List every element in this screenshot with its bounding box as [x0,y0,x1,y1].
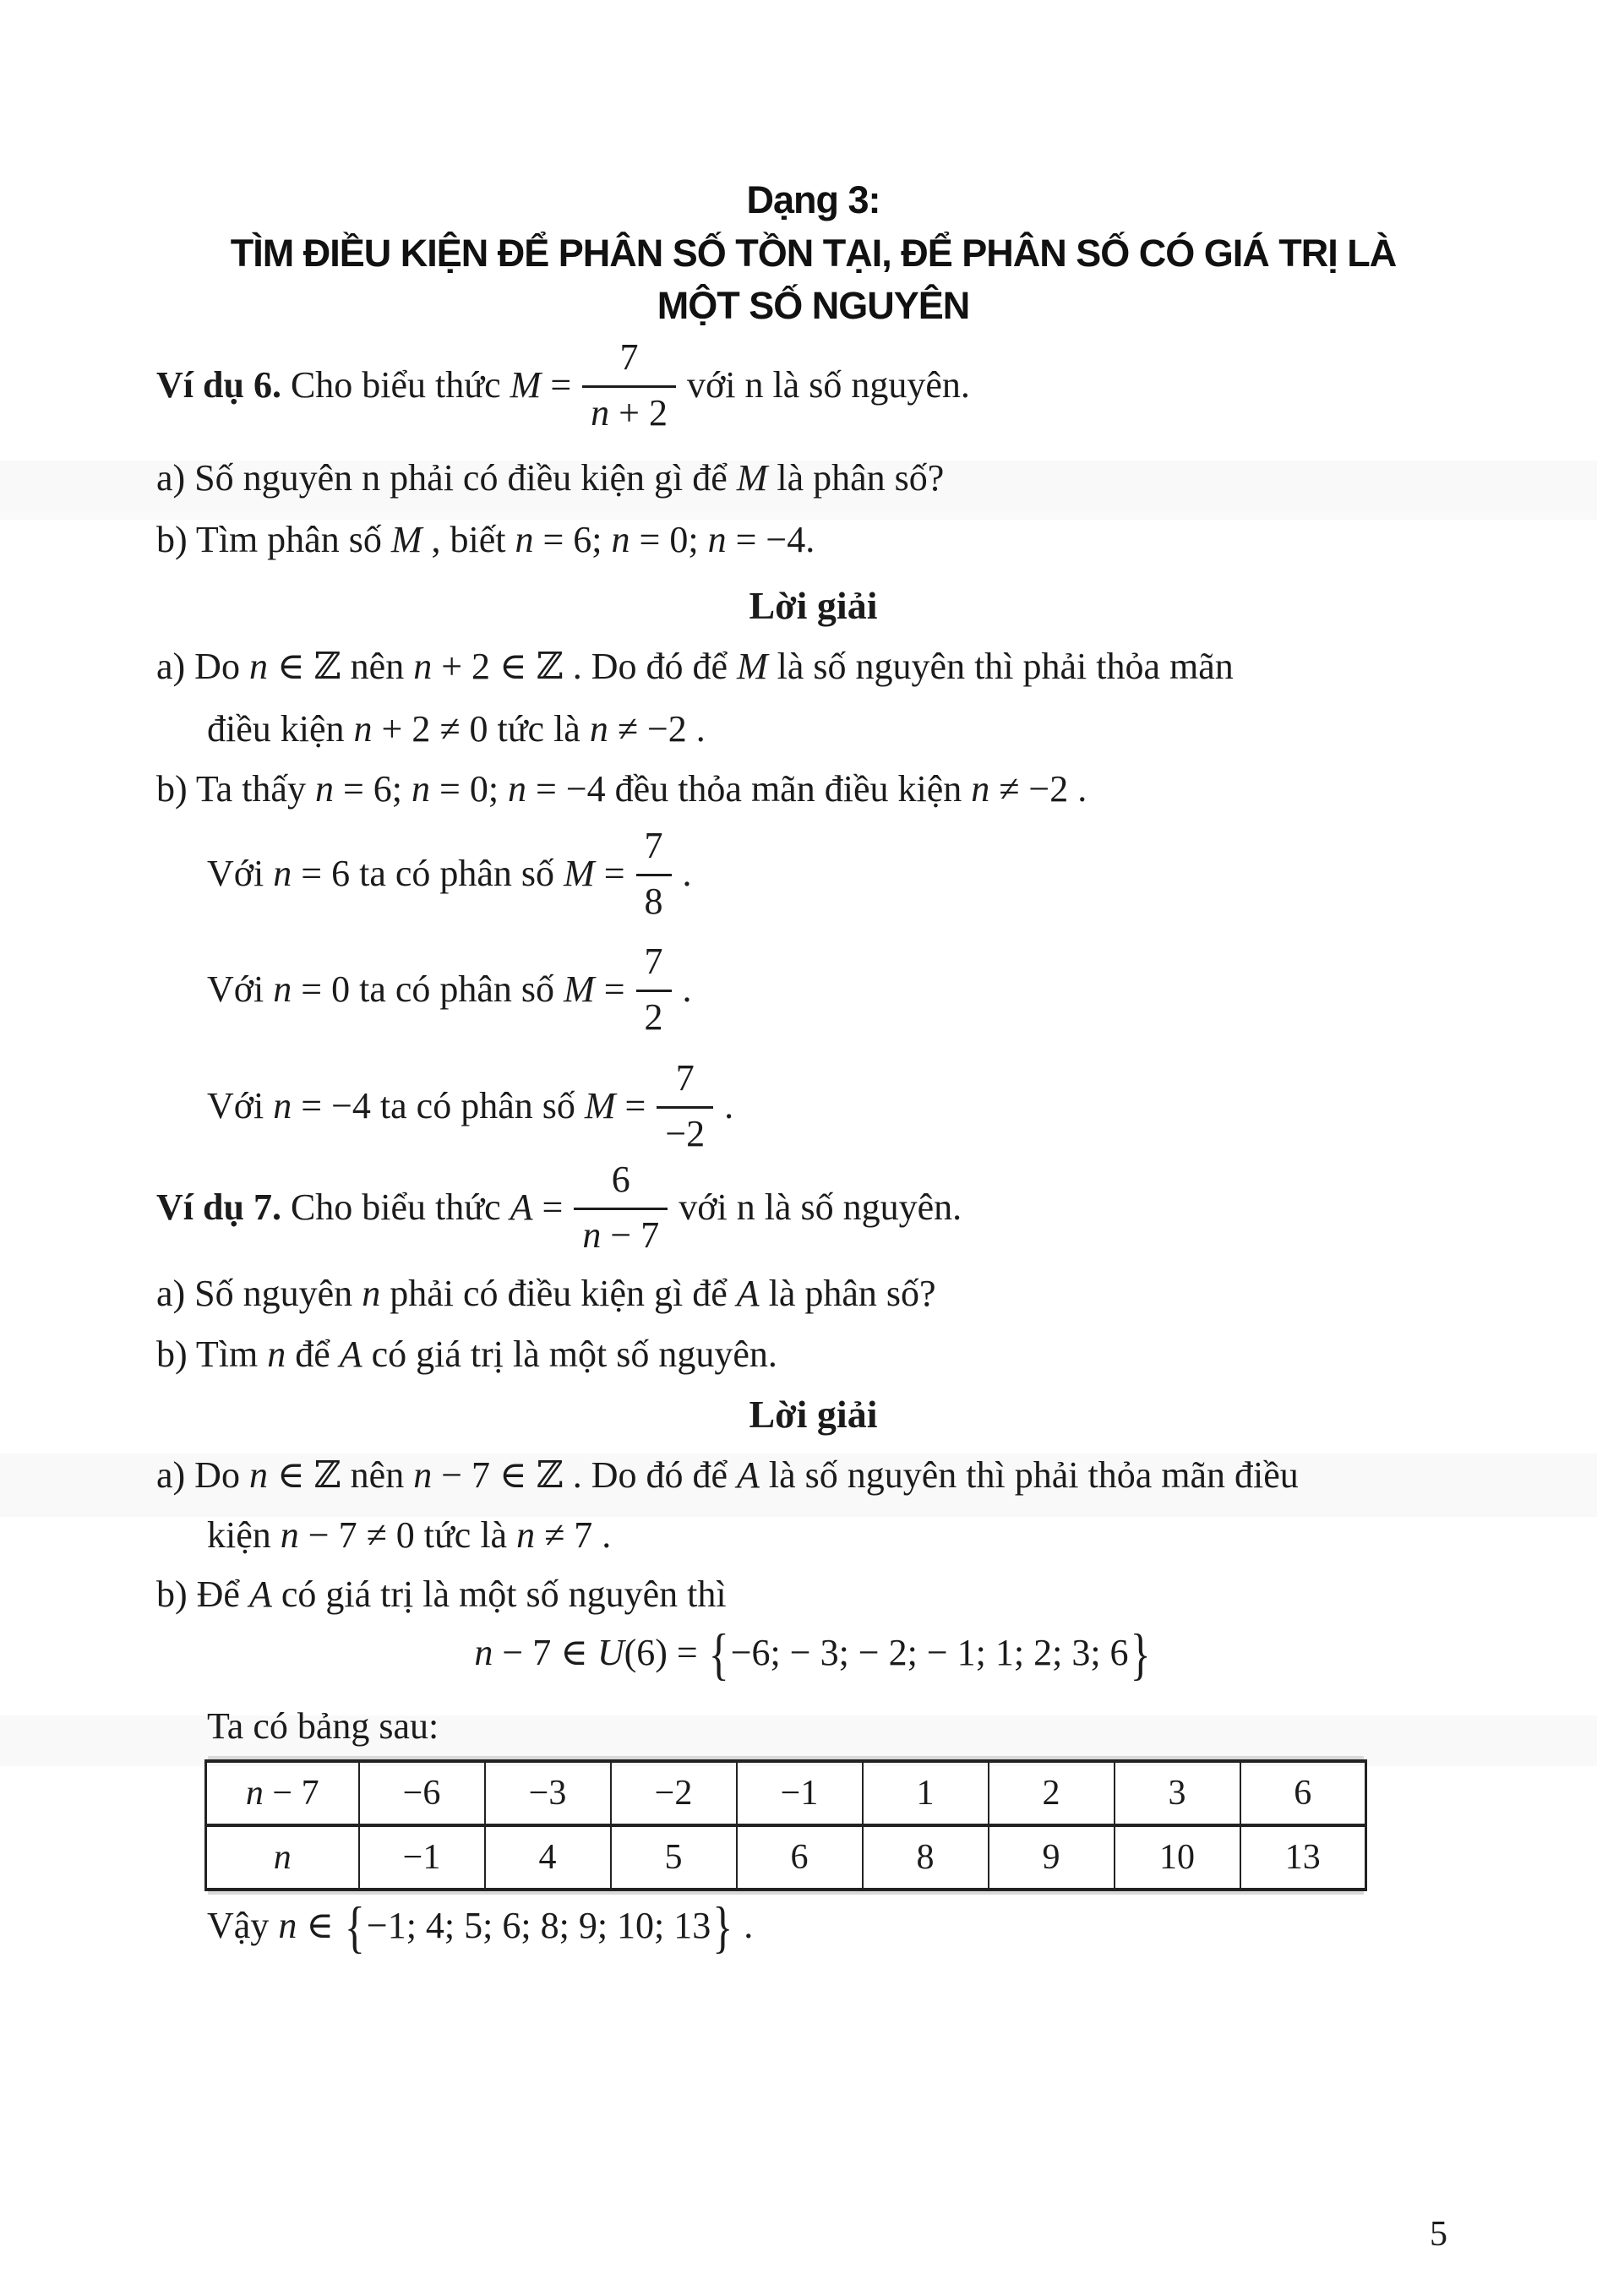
solution7-heading: Lời giải [749,1393,878,1436]
text-segment: điều kiện [207,708,354,750]
text-segment: = 6; [333,768,412,810]
text-segment: − 7 ≠ 0 tức là [298,1514,517,1556]
table-cell: 5 [611,1825,737,1890]
text-segment: Với [207,968,274,1011]
text-segment: = −4. [726,519,815,560]
text-segment: là phân số? [767,457,945,499]
text-segment: = 0 ta có phân số [292,968,564,1011]
text-segment: Với [207,1085,274,1127]
math-var: n [413,646,433,687]
text-segment: a) Do [156,646,249,687]
text-segment: − 7 ∈ ℤ . Do đó để [432,1454,737,1496]
fraction-denominator [574,1208,668,1257]
math-var: n [707,519,727,560]
math-var: n [591,391,610,434]
text-segment: = −4 ta có phân số [292,1085,585,1127]
fraction [582,336,676,434]
example6-label: Ví dụ 6. [156,364,281,406]
text-segment: b) Ta thấy [156,768,315,810]
statement-lead [156,1181,563,1234]
math-var: n [248,646,268,687]
math-var: n [353,708,373,750]
table-cell: 3 [1115,1761,1240,1825]
period: . [724,1085,734,1127]
text-segment: là số nguyên thì phải thỏa mãn điều [759,1454,1299,1496]
table-caption: Ta có bảng sau: [207,1705,439,1747]
text-segment: phải có điều kiện gì để [380,1273,737,1314]
period: . [682,853,692,895]
math-var: n [245,1774,264,1813]
math-var: M [510,364,542,406]
math-var: M [390,519,422,560]
text-segment: , biết [422,519,515,560]
solution-set: −1; 4; 5; 6; 8; 9; 10; 13 [366,1905,711,1946]
text-segment: (6) = [624,1632,707,1673]
table-cell: 2 [989,1761,1115,1825]
text-segment: a) Do [156,1454,249,1496]
divisors-equation [156,1622,1470,1686]
math-var: n [278,1905,297,1946]
math-var: n [267,1333,286,1375]
text-segment: = [615,1085,646,1127]
solution6-step-b [156,763,1087,815]
example7-question-a [156,1268,936,1320]
text-segment: + 2 ≠ 0 tức là [372,708,590,750]
solution6-step-a-line1 [156,641,1234,693]
table-cell: 13 [1240,1825,1366,1890]
table-cell: −2 [611,1761,737,1825]
fraction-denominator: 8 [636,874,672,924]
text-segment: − 7 ∈ [493,1632,597,1673]
conclusion [207,1895,754,1959]
example7-question-b [156,1328,777,1381]
page-number: 5 [1430,2215,1447,2254]
math-var: A [339,1333,362,1375]
fraction [657,1057,713,1155]
fraction-denominator [582,385,676,435]
math-var: n [362,1273,381,1314]
close-brace: } [1130,1622,1151,1686]
section-title-line2: TÌM ĐIỀU KIỆN ĐỂ PHÂN SỐ TỒN TẠI, ĐỂ PHÂN SỐ CÓ GIÁ TRỊ LÀ [230,232,1397,275]
math-var: n [273,1838,292,1877]
solution7-step-a-line2 [207,1509,611,1562]
solution6-case-n6 [207,825,692,923]
text-segment: kiện [207,1514,281,1556]
text-segment: − 7 [263,1774,319,1813]
row-label-cell [206,1761,359,1825]
text-segment: = [594,968,625,1011]
text-segment: ≠ −2 . [989,768,1087,810]
text-segment: = 0; [630,519,708,560]
text-segment: ≠ −2 . [608,708,706,750]
table-cell: 4 [485,1825,611,1890]
math-var: n [273,968,292,1011]
text-segment: b) Để [156,1573,249,1615]
table-cell: 6 [1240,1761,1366,1825]
equals-sign: = [542,1186,564,1229]
text-segment: ∈ ℤ nên [267,1454,414,1496]
period: . [734,1905,754,1946]
text-segment: = [594,853,625,895]
text-segment: − 7 [601,1213,660,1256]
math-var: n [508,768,527,810]
math-var: n [280,1514,299,1556]
table-cell: 9 [989,1825,1115,1890]
text-segment: Vậy [207,1905,279,1946]
fraction-numerator: 7 [644,941,663,982]
text-segment: để [286,1333,340,1375]
math-var: n [248,1454,268,1496]
table-cell: −6 [359,1761,485,1825]
fraction-numerator: 7 [644,825,663,866]
solution7-step-a-line1 [156,1449,1299,1502]
math-var: n [516,1514,536,1556]
math-var: A [510,1186,533,1229]
fraction-numerator: 6 [611,1159,630,1200]
math-var: A [737,1454,760,1496]
case-lead [207,963,625,1016]
text-segment: ∈ [297,1905,343,1946]
page-content [156,0,1470,2296]
text-segment: a) Số nguyên n phải có điều kiện gì để [156,457,737,499]
divisor-set: −6; − 3; − 2; − 1; 1; 2; 3; 6 [730,1632,1129,1673]
text-segment: b) Tìm [156,1333,268,1375]
example6-question-a [156,452,944,504]
math-var: n [273,1085,292,1127]
table-cell: 10 [1115,1825,1240,1890]
open-brace: { [344,1895,365,1959]
solution6-case-n-4 [207,1057,733,1155]
math-var: n [314,768,334,810]
math-var: A [248,1573,272,1615]
open-brace: { [708,1622,729,1686]
text-segment: Cho biểu thức [290,364,501,406]
fraction-numerator: 7 [619,336,639,378]
text-segment: = 6; [533,519,612,560]
math-var: n [413,1454,433,1496]
math-var: M [737,646,768,687]
solution6-step-a-line2 [207,703,706,755]
math-var: n [412,768,430,810]
fraction [636,941,672,1039]
section-title-line3: MỘT SỐ NGUYÊN [657,284,970,327]
math-var: n [971,768,990,810]
text-segment: = −4 đều thỏa mãn điều kiện [526,768,972,810]
case-lead [207,1080,646,1132]
text-segment: có giá trị là một số nguyên. [362,1333,777,1375]
text-segment: Với [207,853,274,895]
text-segment: b) Tìm phân số [156,519,391,560]
text-segment: Cho biểu thức [290,1186,501,1229]
equals-sign: = [550,364,572,406]
math-var: M [584,1085,616,1127]
text-segment: a) Số nguyên [156,1273,362,1314]
close-brace: } [712,1895,733,1959]
solution7-step-b [156,1568,727,1621]
text-segment: ∈ ℤ nên [267,646,414,687]
text-segment: là phân số? [759,1273,936,1314]
math-var: U [597,1632,624,1673]
example6-question-b [156,514,815,566]
math-var: n [474,1632,493,1673]
table-cell: −3 [485,1761,611,1825]
table-row-n-minus-7 [206,1761,1366,1825]
value-table [204,1759,1367,1891]
text-segment: = 6 ta có phân số [292,853,564,895]
math-var: A [736,1273,760,1314]
fraction [574,1159,668,1257]
table-cell: 6 [737,1825,863,1890]
period: . [682,968,692,1011]
example7-statement [156,1159,962,1257]
math-var: n [589,708,608,750]
table-cell: 8 [863,1825,989,1890]
math-var: M [564,968,595,1011]
text-segment: là số nguyên thì phải thỏa mãn [767,646,1234,687]
text-segment: + 2 ∈ ℤ . Do đó để [432,646,737,687]
math-var: n [582,1213,602,1256]
table-row-n [206,1825,1366,1890]
fraction-denominator: 2 [636,990,672,1039]
table-cell: −1 [737,1761,863,1825]
case-lead [207,848,625,900]
statement-tail: với n là số nguyên. [686,364,970,406]
math-var: M [564,853,595,895]
fraction-denominator: −2 [657,1106,713,1156]
section-title-line1: Dạng 3: [746,178,880,221]
solution6-case-n0 [207,941,692,1039]
fraction-numerator: 7 [675,1057,695,1099]
text-segment: + 2 [609,391,668,434]
table-cell: 1 [863,1761,989,1825]
math-var: n [611,519,630,560]
statement-lead [156,359,571,412]
statement-tail: với n là số nguyên. [679,1186,962,1229]
example7-label: Ví dụ 7. [156,1186,281,1229]
table-cell: −1 [359,1825,485,1890]
row-label-cell [206,1825,359,1890]
fraction [636,825,672,923]
text-segment: ≠ 7 . [535,1514,612,1556]
text-segment: có giá trị là một số nguyên thì [271,1573,727,1615]
math-var: n [273,853,292,895]
text-segment: = 0; [430,768,509,810]
math-var: n [515,519,534,560]
solution6-heading: Lời giải [749,584,878,627]
math-var: M [736,457,768,499]
example6-statement [156,336,970,434]
